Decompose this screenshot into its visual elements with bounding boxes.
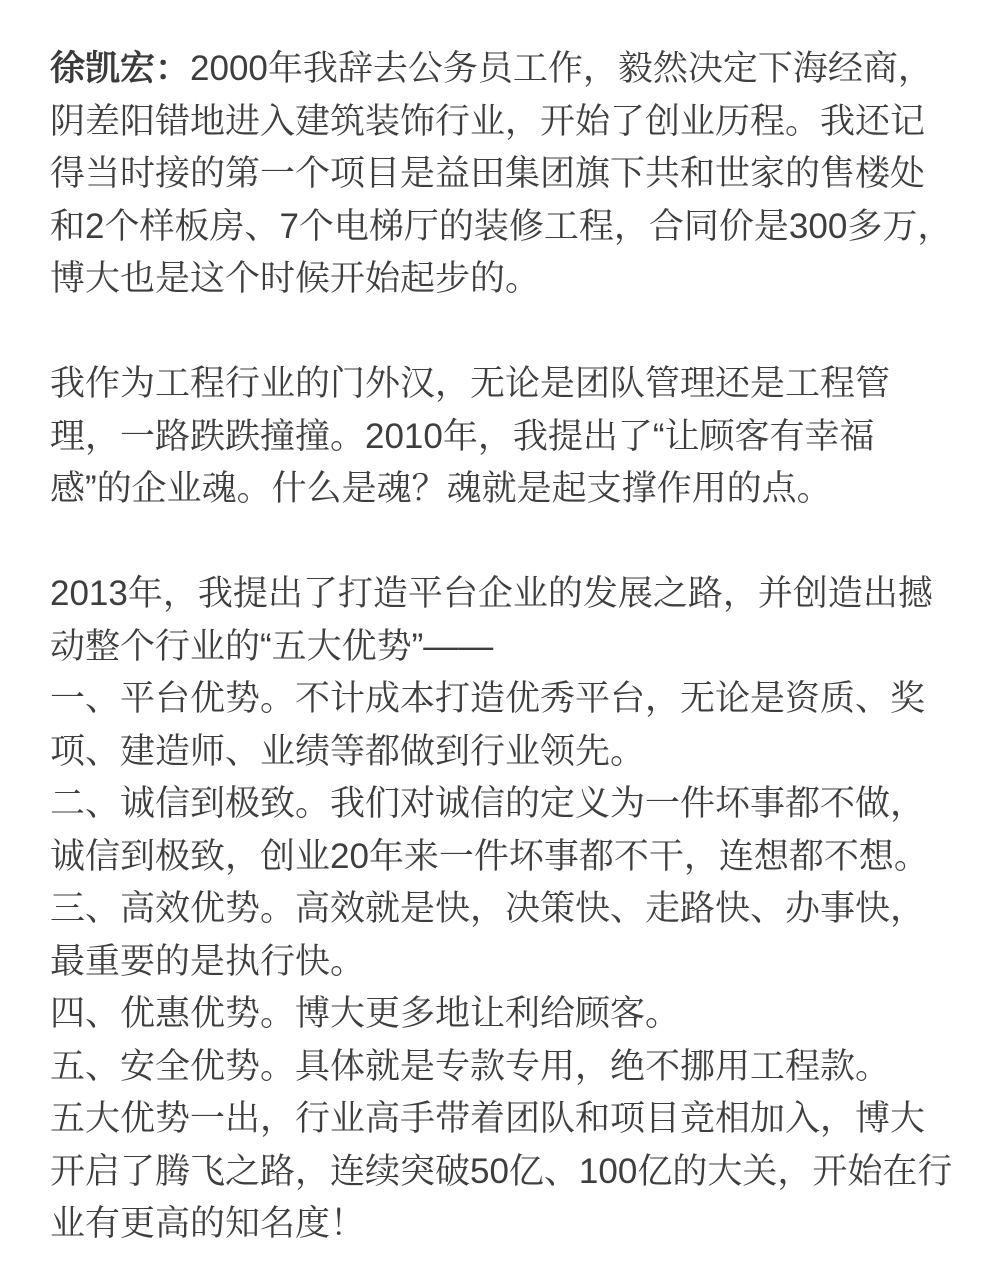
text-line: 博大也是这个时候开始起步的。 bbox=[50, 259, 541, 298]
paragraph bbox=[50, 568, 953, 1251]
text-line: 开启了腾飞之路，连续突破50亿、100亿的大关，开始在行 bbox=[50, 1151, 953, 1191]
text-line: 感”的企业魂。什么是魂？魂就是起支撑作用的点。 bbox=[50, 469, 832, 508]
paragraph bbox=[50, 43, 953, 306]
paragraph bbox=[50, 358, 950, 516]
text-line: 一、平台优势。不计成本打造优秀平台，无论是资质、奖 bbox=[50, 679, 926, 718]
text-line: 我作为工程行业的门外汉，无论是团队管理还是工程管 bbox=[50, 364, 891, 403]
text-line: 二、诚信到极致。我们对诚信的定义为一件坏事都不做， bbox=[50, 784, 926, 823]
text-line: 动整个行业的“五大优势”—— bbox=[50, 626, 494, 666]
text-line: 项、建造师、业绩等都做到行业领先。 bbox=[50, 731, 646, 771]
text-line: 业有更高的知名度！ bbox=[50, 1204, 366, 1243]
text-line: 诚信到极致，创业20年来一件坏事都不干，连想都不想。 bbox=[50, 836, 929, 876]
text-line: 和2个样板房、7个电梯厅的装修工程，合同价是300多万， bbox=[50, 206, 953, 246]
text-line: 五大优势一出，行业高手带着团队和项目竞相加入，博大 bbox=[50, 1099, 926, 1138]
text-line: 四、优惠优势。博大更多地让利给顾客。 bbox=[50, 994, 681, 1033]
text-line: 理，一路跌跌撞撞。2010年，我提出了“让顾客有幸福 bbox=[50, 416, 875, 456]
text-line: 徐凯宏：2000年我辞去公务员工作，毅然决定下海经商， bbox=[50, 49, 933, 88]
text-line: 三、高效优势。高效就是快，决策快、走路快、办事快， bbox=[50, 889, 926, 928]
text-line: 2013年，我提出了打造平台企业的发展之路，并创造出撼 bbox=[50, 574, 933, 613]
text-line: 得当时接的第一个项目是益田集团旗下共和世家的售楼处 bbox=[50, 154, 926, 193]
text-line: 最重要的是执行快。 bbox=[50, 941, 366, 981]
text-line: 五、安全优势。具体就是专款专用，绝不挪用工程款。 bbox=[50, 1046, 891, 1086]
text-line: 阴差阳错地进入建筑装饰行业，开始了创业历程。我还记 bbox=[50, 101, 926, 141]
speaker-name: 徐凯宏： bbox=[50, 49, 191, 88]
